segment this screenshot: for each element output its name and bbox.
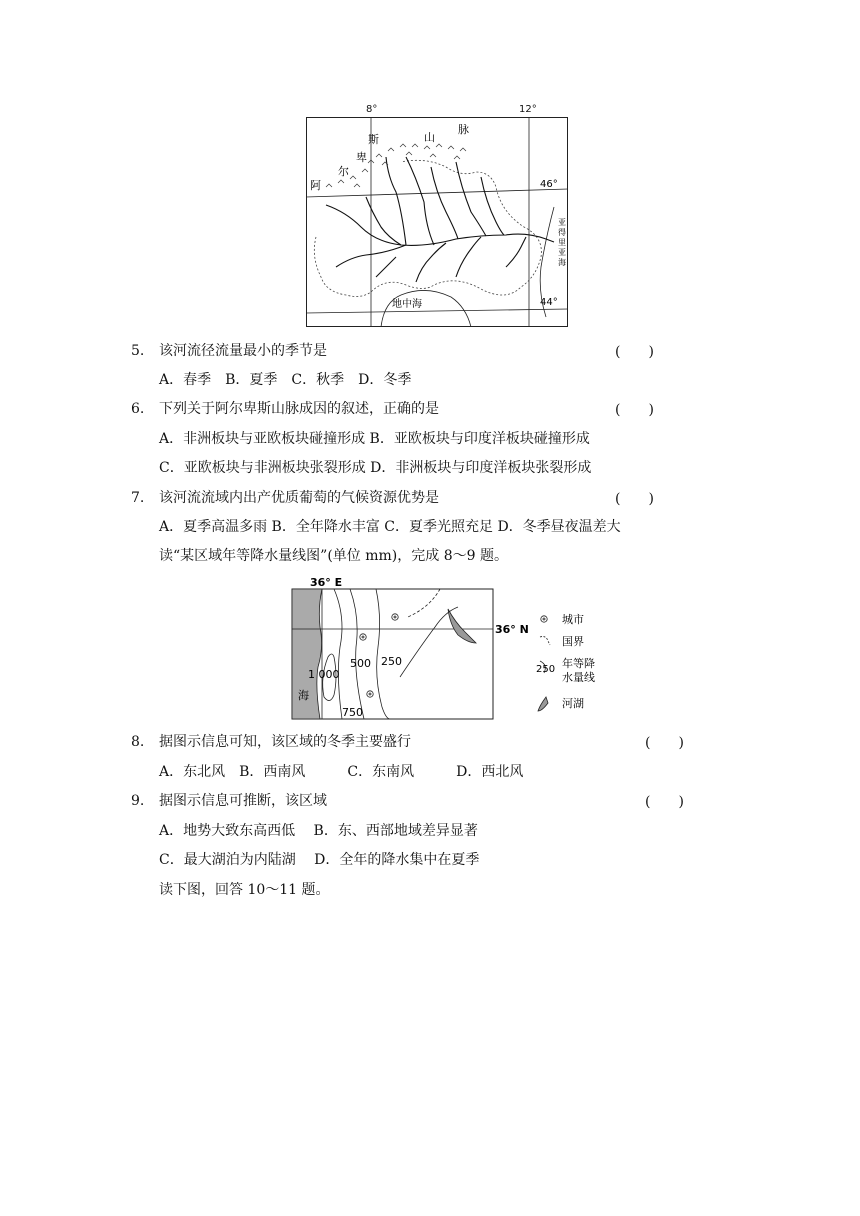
answer-blank: ( )	[615, 344, 654, 360]
intro-10-11: 读下图，回答 10～11 题。	[159, 882, 330, 898]
question-6	[131, 399, 439, 419]
mediterranean-label: 地中海	[392, 299, 422, 310]
adriatic-char-2: 得	[558, 228, 566, 237]
lon-label-12-top: 12°	[519, 104, 537, 115]
mountain-char-5: 山	[424, 131, 435, 144]
mountain-char-1: 阿	[310, 179, 321, 192]
answer-blank: ( )	[645, 794, 684, 810]
answer-blank: ( )	[615, 491, 654, 507]
question-6-options-line1: A．非洲板块与亚欧板块碰撞形成 B．亚欧板块与印度洋板块碰撞形成	[159, 431, 590, 447]
question-8	[131, 732, 411, 752]
lon-label-8	[364, 117, 375, 118]
lon-label-8-top: 8°	[366, 104, 378, 115]
question-5	[131, 341, 327, 361]
answer-blank: ( )	[615, 402, 654, 418]
question-number: 5.	[131, 343, 145, 359]
isoline-1000: 1 000	[308, 668, 340, 681]
question-text: 据图示信息可知，该区域的冬季主要盛行	[159, 734, 411, 750]
legend-isoline-sample: 250	[536, 664, 556, 675]
adriatic-char-3: 里	[558, 238, 566, 247]
lon-label-36e: 36° E	[310, 577, 343, 589]
question-number: 8.	[131, 734, 145, 750]
question-number: 7.	[131, 490, 145, 506]
question-8-options: A．东北风 B．西南风 C．东南风 D．西北风	[159, 764, 524, 780]
isoline-750: 750	[342, 706, 363, 719]
question-text: 据图示信息可推断，该区域	[159, 793, 327, 809]
legend-lake: 河湖	[562, 697, 584, 710]
mountain-char-6: 脉	[458, 123, 469, 136]
legend-border: 国界	[562, 635, 584, 648]
lat-label-46: 46°	[540, 179, 558, 190]
precipitation-map	[290, 577, 635, 722]
lat-label-36n: 36° N	[495, 623, 529, 636]
isoline-500: 500	[350, 657, 371, 670]
question-9-options-line1: A．地势大致东高西低 B．东、西部地域差异显著	[159, 823, 478, 839]
question-6-options-line2: C．亚欧板块与非洲板块张裂形成 D．非洲板块与印度洋板块张裂形成	[159, 460, 592, 476]
intro-8-9: 读“某区域年等降水量线图”(单位 mm)，完成 8～9 题。	[159, 548, 508, 564]
sea-label: 海	[298, 689, 309, 702]
legend-isoline-line1: 年等降	[562, 657, 595, 670]
question-7-options: A．夏季高温多雨 B．全年降水丰富 C．夏季光照充足 D．冬季昼夜温差大	[159, 519, 621, 535]
mountain-char-3: 卑	[356, 151, 367, 164]
question-text: 下列关于阿尔卑斯山脉成因的叙述，正确的是	[159, 401, 439, 417]
question-5-options: A．春季 B．夏季 C．秋季 D．冬季	[159, 372, 412, 388]
legend-city: 城市	[562, 613, 584, 626]
isoline-250: 250	[381, 655, 402, 668]
legend-isoline-line2: 水量线	[562, 671, 595, 684]
question-9	[131, 791, 327, 811]
alps-river-map-svg	[306, 117, 568, 327]
alps-river-map	[306, 117, 568, 327]
question-7	[131, 488, 439, 508]
adriatic-char-4: 亚	[558, 248, 566, 257]
question-9-options-line2: C．最大湖泊为内陆湖 D．全年的降水集中在夏季	[159, 852, 480, 868]
mountain-char-4: 斯	[368, 133, 379, 146]
question-number: 6.	[131, 401, 145, 417]
question-number: 9.	[131, 793, 145, 809]
adriatic-char-1: 亚	[558, 218, 566, 227]
lat-label-44: 44°	[540, 297, 558, 308]
precipitation-map-svg	[290, 577, 635, 722]
answer-blank: ( )	[645, 735, 684, 751]
mountain-char-2: 尔	[338, 165, 349, 178]
question-text: 该河流径流量最小的季节是	[159, 343, 327, 359]
adriatic-char-5: 海	[558, 258, 566, 267]
question-text: 该河流流域内出产优质葡萄的气候资源优势是	[159, 490, 439, 506]
